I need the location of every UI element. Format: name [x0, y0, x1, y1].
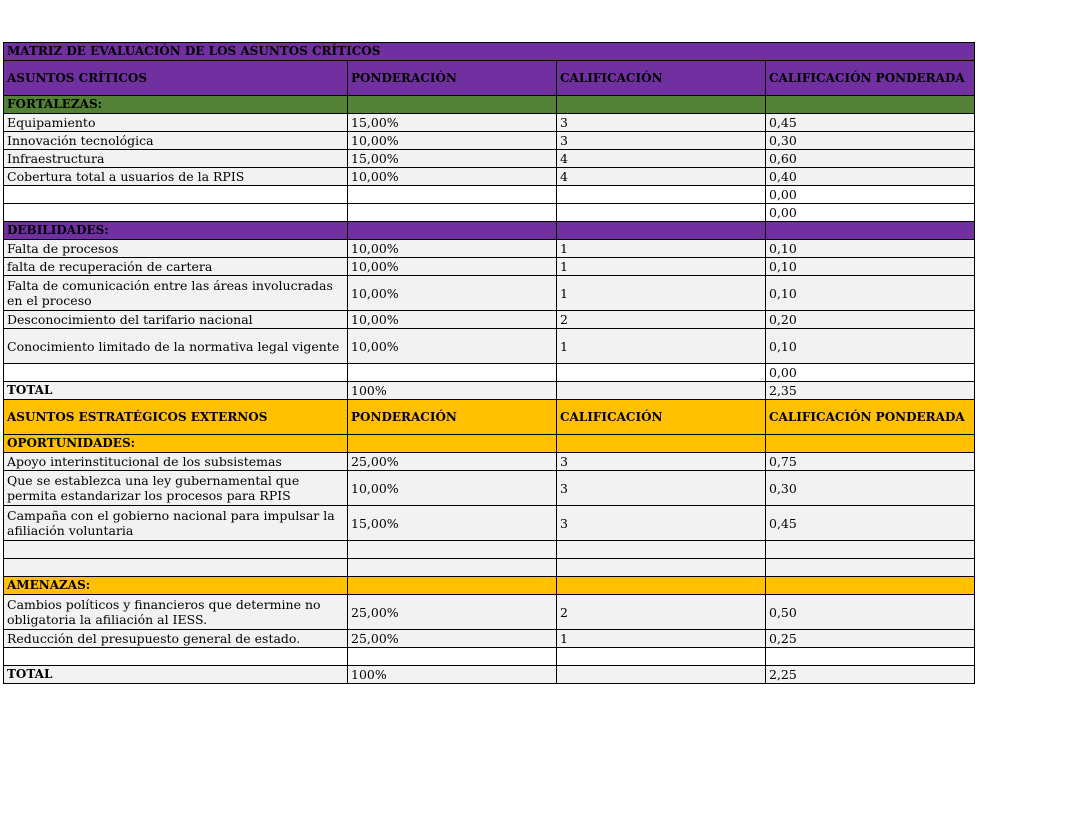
internal-header-row: [4, 61, 975, 96]
cell-weight: [348, 186, 557, 204]
empty-cell: [348, 222, 557, 240]
cell-weighted: [766, 648, 975, 666]
cell-weight: 10,00%: [348, 311, 557, 329]
table-row: [4, 541, 975, 559]
cell-issue: Infraestructura: [4, 150, 348, 168]
cell-issue: Conocimiento limitado de la normativa legal vigente: [4, 329, 348, 364]
cell-rating: [557, 364, 766, 382]
table-row: [4, 453, 975, 471]
table-row: [4, 630, 975, 648]
table-row: [4, 506, 975, 541]
cell-rating: [557, 186, 766, 204]
table-row: [4, 150, 975, 168]
cell-rating: 3: [557, 453, 766, 471]
empty-cell: [766, 435, 975, 453]
cell-issue: Falta de comunicación entre las áreas involucradas en el proceso: [4, 276, 348, 311]
cell-weighted: 0,30: [766, 471, 975, 506]
cell-weight: 15,00%: [348, 506, 557, 541]
cell-issue: [4, 364, 348, 382]
empty-cell: [766, 222, 975, 240]
cell-weight: 10,00%: [348, 240, 557, 258]
cell-issue: [4, 186, 348, 204]
section-label-fortalezas: FORTALEZAS:: [4, 96, 348, 114]
cell-rating: 1: [557, 240, 766, 258]
header-ponderacion: PONDERACIÓN: [348, 400, 557, 435]
header-calificacion-ponderada: CALIFICACIÓN PONDERADA: [766, 400, 975, 435]
cell-rating: 4: [557, 168, 766, 186]
external-header-row: [4, 400, 975, 435]
table-row: [4, 595, 975, 630]
cell-rating: [557, 204, 766, 222]
total-rating: [557, 666, 766, 684]
table-row: [4, 648, 975, 666]
cell-weight: 10,00%: [348, 276, 557, 311]
cell-weighted: 0,10: [766, 240, 975, 258]
cell-weighted: 0,30: [766, 132, 975, 150]
table-row: [4, 276, 975, 311]
table-row: [4, 186, 975, 204]
cell-issue: Apoyo interinstitucional de los subsistemas: [4, 453, 348, 471]
cell-weight: [348, 364, 557, 382]
cell-weight: 15,00%: [348, 150, 557, 168]
cell-weight: 25,00%: [348, 595, 557, 630]
cell-weighted: 0,00: [766, 204, 975, 222]
cell-rating: 3: [557, 132, 766, 150]
total-weight: 100%: [348, 382, 557, 400]
cell-weighted: 0,60: [766, 150, 975, 168]
cell-rating: 1: [557, 329, 766, 364]
section-label-oportunidades: OPORTUNIDADES:: [4, 435, 348, 453]
cell-issue: Reducción del presupuesto general de estado.: [4, 630, 348, 648]
cell-weight: 10,00%: [348, 471, 557, 506]
cell-weighted: 0,50: [766, 595, 975, 630]
cell-weighted: 0,10: [766, 276, 975, 311]
table-row: [4, 168, 975, 186]
table-row: [4, 559, 975, 577]
cell-rating: 2: [557, 595, 766, 630]
empty-cell: [348, 96, 557, 114]
title-row: [4, 43, 975, 61]
cell-weighted: 0,20: [766, 311, 975, 329]
total-row-internal: [4, 382, 975, 400]
section-row-debilidades: [4, 222, 975, 240]
cell-issue: [4, 648, 348, 666]
table-row: [4, 311, 975, 329]
table-row: [4, 114, 975, 132]
total-label: TOTAL: [4, 382, 348, 400]
cell-rating: 4: [557, 150, 766, 168]
cell-weighted: 0,40: [766, 168, 975, 186]
cell-rating: 3: [557, 471, 766, 506]
cell-weighted: 0,00: [766, 186, 975, 204]
table-row: [4, 329, 975, 364]
section-row-fortalezas: [4, 96, 975, 114]
cell-issue: Que se establezca una ley gubernamental que permita estandarizar los procesos para RPIS: [4, 471, 348, 506]
cell-issue: Equipamiento: [4, 114, 348, 132]
cell-issue: Cobertura total a usuarios de la RPIS: [4, 168, 348, 186]
empty-cell: [766, 96, 975, 114]
cell-weighted: 0,75: [766, 453, 975, 471]
cell-rating: [557, 541, 766, 559]
cell-issue: Cambios políticos y financieros que determine no obligatoria la afiliación al IESS.: [4, 595, 348, 630]
total-weighted: 2,25: [766, 666, 975, 684]
cell-issue: [4, 559, 348, 577]
table-row: [4, 364, 975, 382]
section-label-amenazas: AMENAZAS:: [4, 577, 348, 595]
cell-rating: [557, 648, 766, 666]
empty-cell: [557, 435, 766, 453]
cell-weight: 10,00%: [348, 168, 557, 186]
cell-rating: 1: [557, 258, 766, 276]
total-row-external: [4, 666, 975, 684]
table-row: [4, 204, 975, 222]
cell-weight: [348, 204, 557, 222]
header-calificacion-ponderada: CALIFICACIÓN PONDERADA: [766, 61, 975, 96]
cell-weighted: 0,00: [766, 364, 975, 382]
cell-issue: Desconocimiento del tarifario nacional: [4, 311, 348, 329]
cell-rating: 1: [557, 276, 766, 311]
cell-weight: [348, 559, 557, 577]
cell-issue: [4, 541, 348, 559]
cell-issue: falta de recuperación de cartera: [4, 258, 348, 276]
cell-weighted: 0,45: [766, 506, 975, 541]
cell-issue: [4, 204, 348, 222]
header-asuntos-criticos: ASUNTOS CRÍTICOS: [4, 61, 348, 96]
table-row: [4, 240, 975, 258]
cell-rating: 2: [557, 311, 766, 329]
header-ponderacion: PONDERACIÓN: [348, 61, 557, 96]
total-weighted: 2,35: [766, 382, 975, 400]
cell-weighted: 0,10: [766, 258, 975, 276]
empty-cell: [557, 96, 766, 114]
header-calificacion: CALIFICACIÓN: [557, 61, 766, 96]
cell-rating: 1: [557, 630, 766, 648]
cell-weight: 10,00%: [348, 132, 557, 150]
total-label: TOTAL: [4, 666, 348, 684]
cell-weight: 10,00%: [348, 258, 557, 276]
cell-issue: Campaña con el gobierno nacional para impulsar la afiliación voluntaria: [4, 506, 348, 541]
cell-weight: [348, 541, 557, 559]
cell-issue: Falta de procesos: [4, 240, 348, 258]
section-row-oportunidades: [4, 435, 975, 453]
cell-weight: 15,00%: [348, 114, 557, 132]
empty-cell: [348, 435, 557, 453]
cell-rating: 3: [557, 506, 766, 541]
section-label-debilidades: DEBILIDADES:: [4, 222, 348, 240]
header-calificacion: CALIFICACIÓN: [557, 400, 766, 435]
cell-weight: 10,00%: [348, 329, 557, 364]
cell-weighted: 0,45: [766, 114, 975, 132]
cell-weighted: 0,10: [766, 329, 975, 364]
total-weight: 100%: [348, 666, 557, 684]
cell-rating: 3: [557, 114, 766, 132]
cell-weighted: [766, 541, 975, 559]
section-row-amenazas: [4, 577, 975, 595]
cell-issue: Innovación tecnológica: [4, 132, 348, 150]
cell-weight: [348, 648, 557, 666]
cell-weight: 25,00%: [348, 630, 557, 648]
header-asuntos-externos: ASUNTOS ESTRATÉGICOS EXTERNOS: [4, 400, 348, 435]
matrix-title: MATRIZ DE EVALUACIÓN DE LOS ASUNTOS CRÍTICOS: [4, 43, 975, 61]
total-rating: [557, 382, 766, 400]
cell-weighted: [766, 559, 975, 577]
cell-weight: 25,00%: [348, 453, 557, 471]
table-row: [4, 132, 975, 150]
evaluation-matrix-table: [3, 42, 975, 684]
empty-cell: [766, 577, 975, 595]
empty-cell: [348, 577, 557, 595]
table-row: [4, 258, 975, 276]
table-row: [4, 471, 975, 506]
empty-cell: [557, 577, 766, 595]
empty-cell: [557, 222, 766, 240]
cell-rating: [557, 559, 766, 577]
cell-weighted: 0,25: [766, 630, 975, 648]
